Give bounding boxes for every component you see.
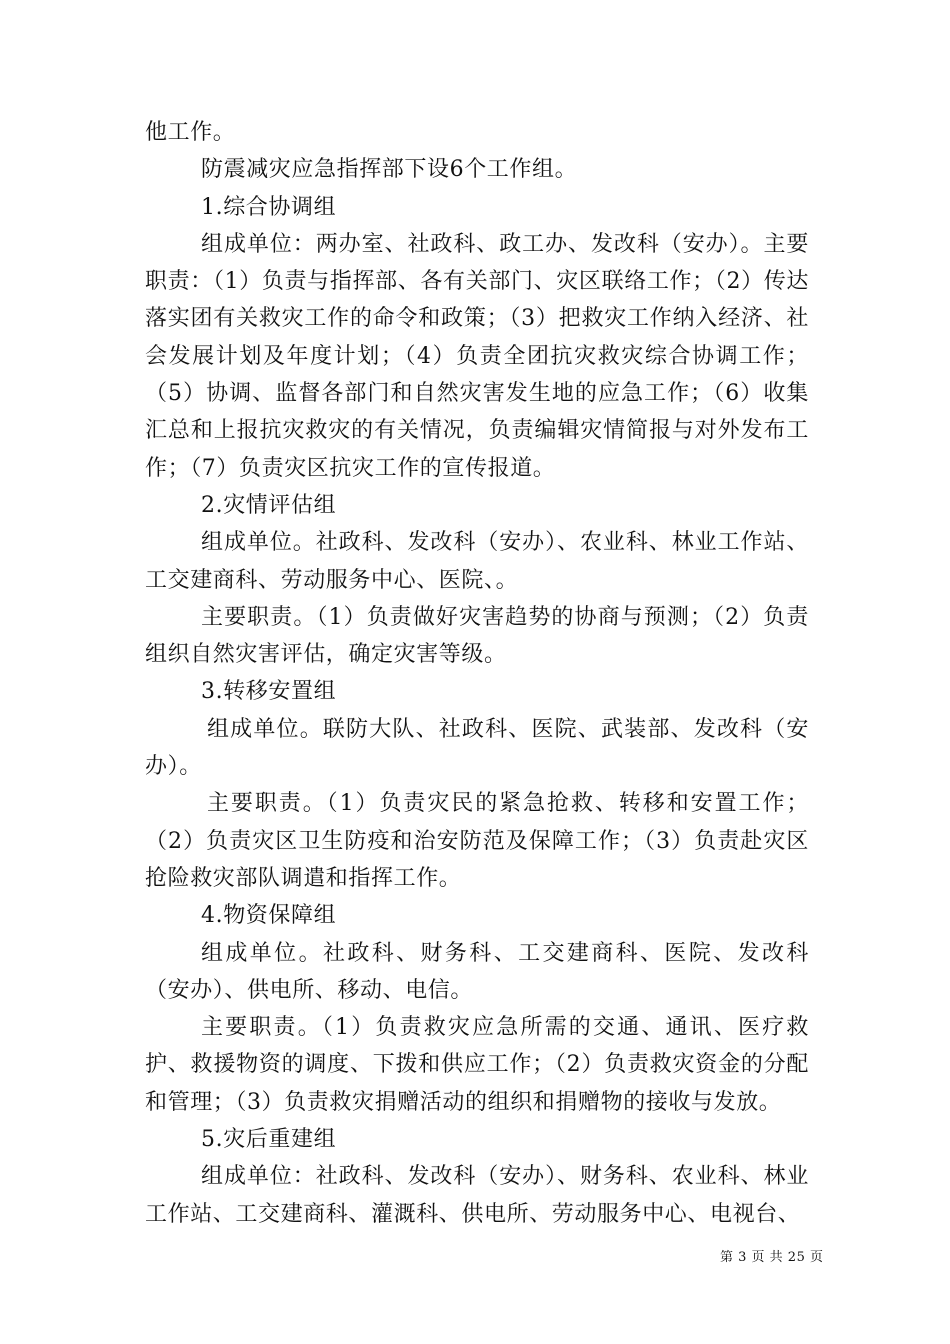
document-body bbox=[145, 114, 809, 1233]
section-heading-5: 5.灾后重建组 bbox=[201, 1127, 337, 1153]
paragraph-group4-units: 组成单位。社政科、财务科、工交建商科、医院、发改科（安办）、供电所、移动、电信。 bbox=[145, 940, 809, 1003]
page-number-footer: 第 3 页 共 25 页 bbox=[720, 1250, 824, 1265]
paragraph-intro: 防震减灾应急指挥部下设6个工作组。 bbox=[201, 157, 578, 183]
paragraph-group4-duties: 主要职责。（1）负责救灾应急所需的交通、通讯、医疗救护、救援物资的调度、下拨和供应工作；（2）负责救灾资金的分配和管理；（3）负责救灾捐赠活动的组织和捐赠物的接收与发放。 bbox=[145, 1015, 809, 1115]
paragraph-group5-units: 组成单位：社政科、发改科（安办）、财务科、农业科、林业工作站、工交建商科、灌溉科、供电所、劳动服务中心、电视台、 bbox=[145, 1164, 809, 1227]
section-heading-4: 4.物资保障组 bbox=[201, 903, 337, 929]
section-heading-2: 2.灾情评估组 bbox=[201, 492, 337, 518]
paragraph-group1-body: 组成单位：两办室、社政科、政工办、发改科（安办）。主要职责：（1）负责与指挥部、各有关部门、灾区联络工作；（2）传达落实团有关救灾工作的命令和政策；（3）把救灾工作纳入经济、社会发展计划及年度计划；（4）负责全团抗灾救灾综合协调工作；（5）协调、监督各部门和自然灾害发生地的应急工作；（6）收集汇总和上报抗灾救灾的有关情况，负责编辑灾情简报与对外发布工作；（7）负责灾区抗灾工作的宣传报道。 bbox=[145, 231, 809, 481]
paragraph-group2-duties: 主要职责。（1）负责做好灾害趋势的协商与预测；（2）负责组织自然灾害评估，确定灾害等级。 bbox=[145, 604, 809, 668]
section-heading-1: 1.综合协调组 bbox=[201, 194, 337, 220]
section-heading-3: 3.转移安置组 bbox=[201, 679, 337, 705]
paragraph-group3-units: 组成单位。联防大队、社政科、医院、武装部、发改科（安办）。 bbox=[145, 716, 809, 780]
paragraph-group3-duties: 主要职责。（1）负责灾民的紧急抢救、转移和安置工作；（2）负责灾区卫生防疫和治安防范及保障工作；（3）负责赴灾区抢险救灾部队调遣和指挥工作。 bbox=[145, 791, 809, 891]
paragraph-group2-units: 组成单位。社政科、发改科（安办）、农业科、林业工作站、工交建商科、劳动服务中心、医院、。 bbox=[145, 530, 809, 593]
paragraph-continuation: 他工作。 bbox=[145, 120, 236, 145]
